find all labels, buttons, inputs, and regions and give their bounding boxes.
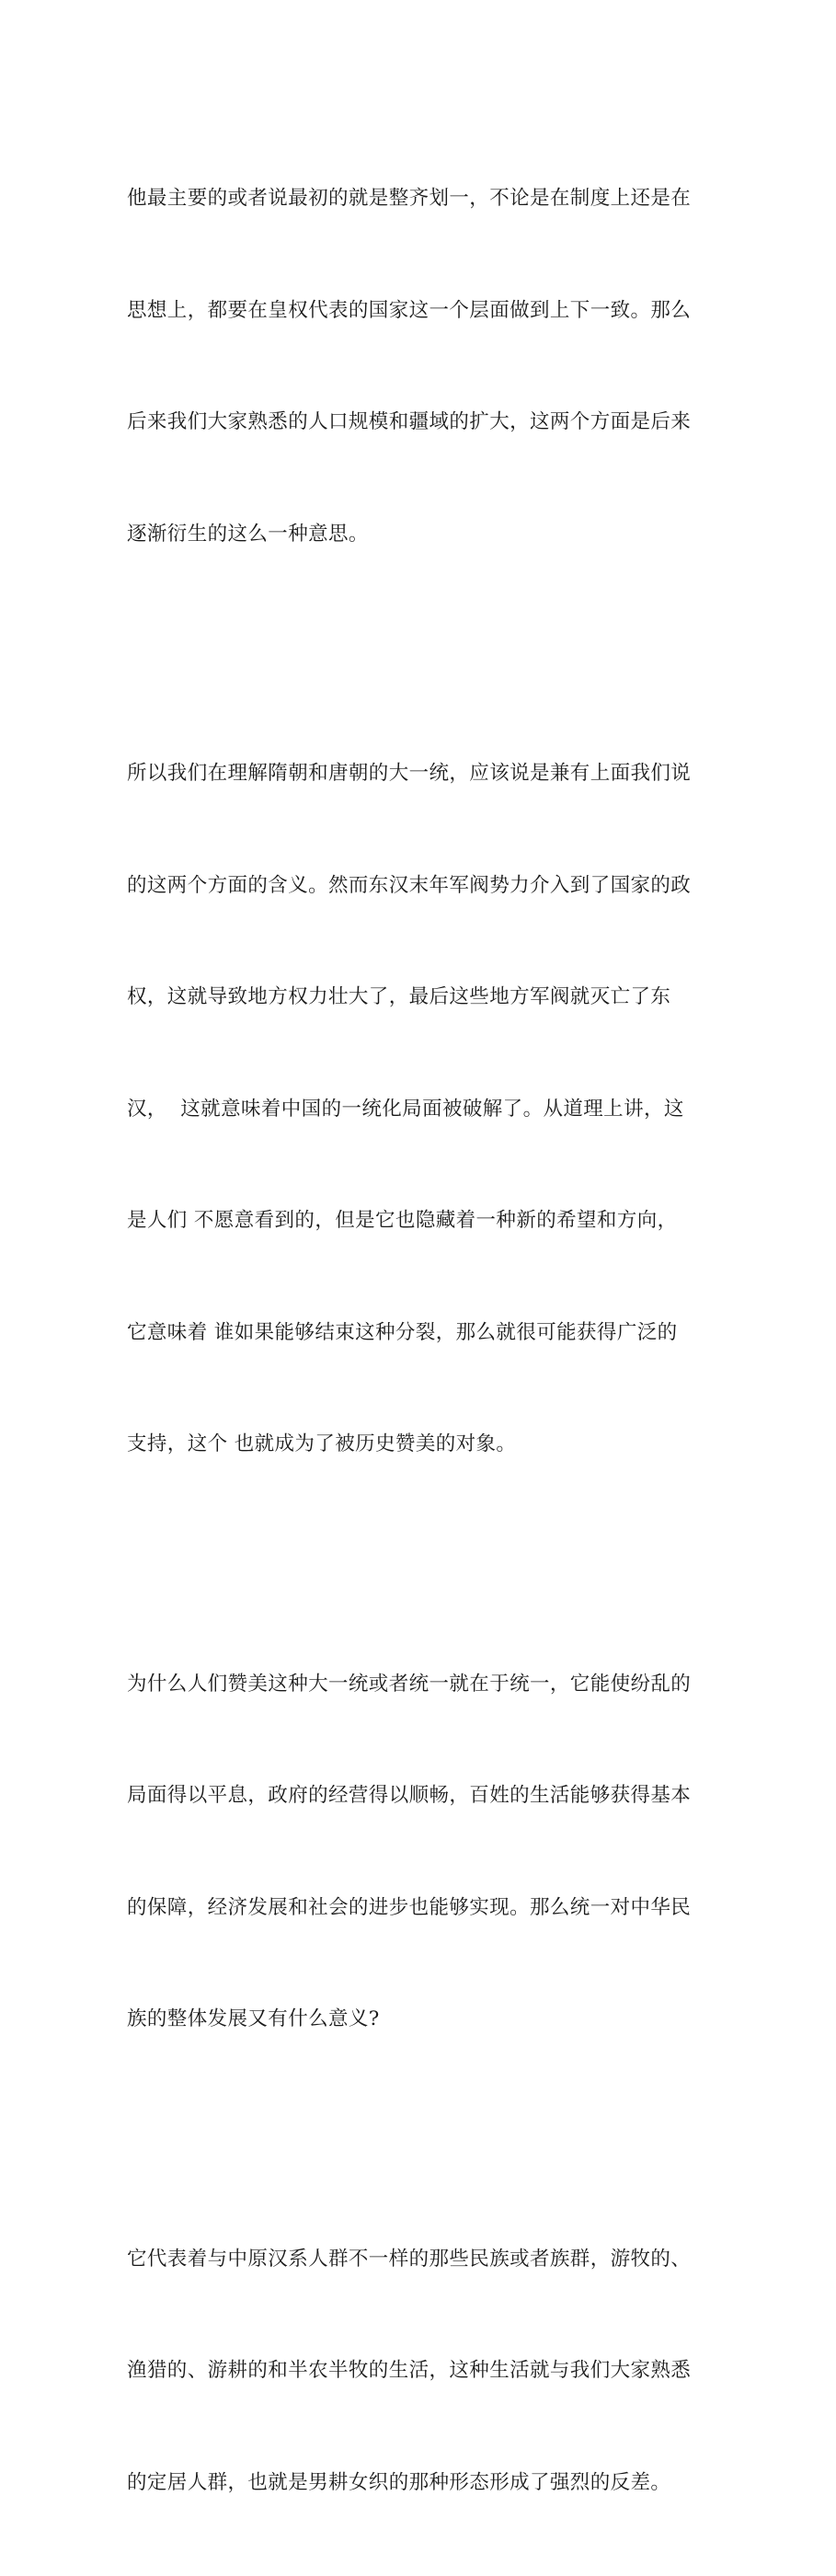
- paragraph-line: 后来我们大家熟悉的人口规模和疆域的扩大，这两个方面是后来: [127, 404, 725, 442]
- paragraph-line: 汉， 这就意味着中国的一统化局面被破解了。从道理上讲，这: [127, 1091, 725, 1129]
- paragraph-4: [127, 2167, 725, 2576]
- paragraph-line: 它意味着 谁如果能够结束这种分裂，那么就很可能获得广泛的: [127, 1315, 725, 1352]
- paragraph-spacer: [127, 627, 725, 681]
- paragraph-spacer: [127, 1538, 725, 1592]
- paragraph-spacer: [127, 2113, 725, 2167]
- paragraph-line: 它代表着与中原汉系人群不一样的那些民族或者族群，游牧的、: [127, 2241, 725, 2279]
- paragraph-line: 他最主要的或者说最初的就是整齐划一，不论是在制度上还是在: [127, 180, 725, 218]
- document-body: [127, 106, 725, 2576]
- paragraph-line: 所以我们在理解隋朝和唐朝的大一统，应该说是兼有上面我们说: [127, 755, 725, 793]
- paragraph-line: 权，这就导致地方权力壮大了，最后这些地方军阀就灭亡了东: [127, 979, 725, 1017]
- paragraph-line: 局面得以平息，政府的经营得以顺畅，百姓的生活能够获得基本: [127, 1777, 725, 1815]
- paragraph-line: 的定居人群，也就是男耕女织的那种形态形成了强烈的反差。: [127, 2465, 725, 2502]
- paragraph-line: 渔猎的、游耕的和半农半牧的生活，这种生活就与我们大家熟悉: [127, 2352, 725, 2390]
- paragraph-line: 是人们 不愿意看到的，但是它也隐藏着一种新的希望和方向，: [127, 1202, 725, 1240]
- paragraph-3: [127, 1592, 725, 2113]
- paragraph-2: [127, 681, 725, 1538]
- paragraph-line: 族的整体发展又有什么意义?: [127, 2001, 725, 2039]
- paragraph-1: [127, 106, 725, 627]
- paragraph-line: 逐渐衍生的这么一种意思。: [127, 516, 725, 554]
- paragraph-line: 的保障，经济发展和社会的进步也能够实现。那么统一对中华民: [127, 1890, 725, 1927]
- document-page: [0, 0, 836, 1183]
- paragraph-line: 思想上，都要在皇权代表的国家这一个层面做到上下一致。那么: [127, 293, 725, 330]
- paragraph-line: 为什么人们赞美这种大一统或者统一就在于统一，它能使纷乱的: [127, 1666, 725, 1704]
- paragraph-line: 支持，这个 也就成为了被历史赞美的对象。: [127, 1426, 725, 1464]
- paragraph-line: 的这两个方面的含义。然而东汉末年军阀势力介入到了国家的政: [127, 868, 725, 905]
